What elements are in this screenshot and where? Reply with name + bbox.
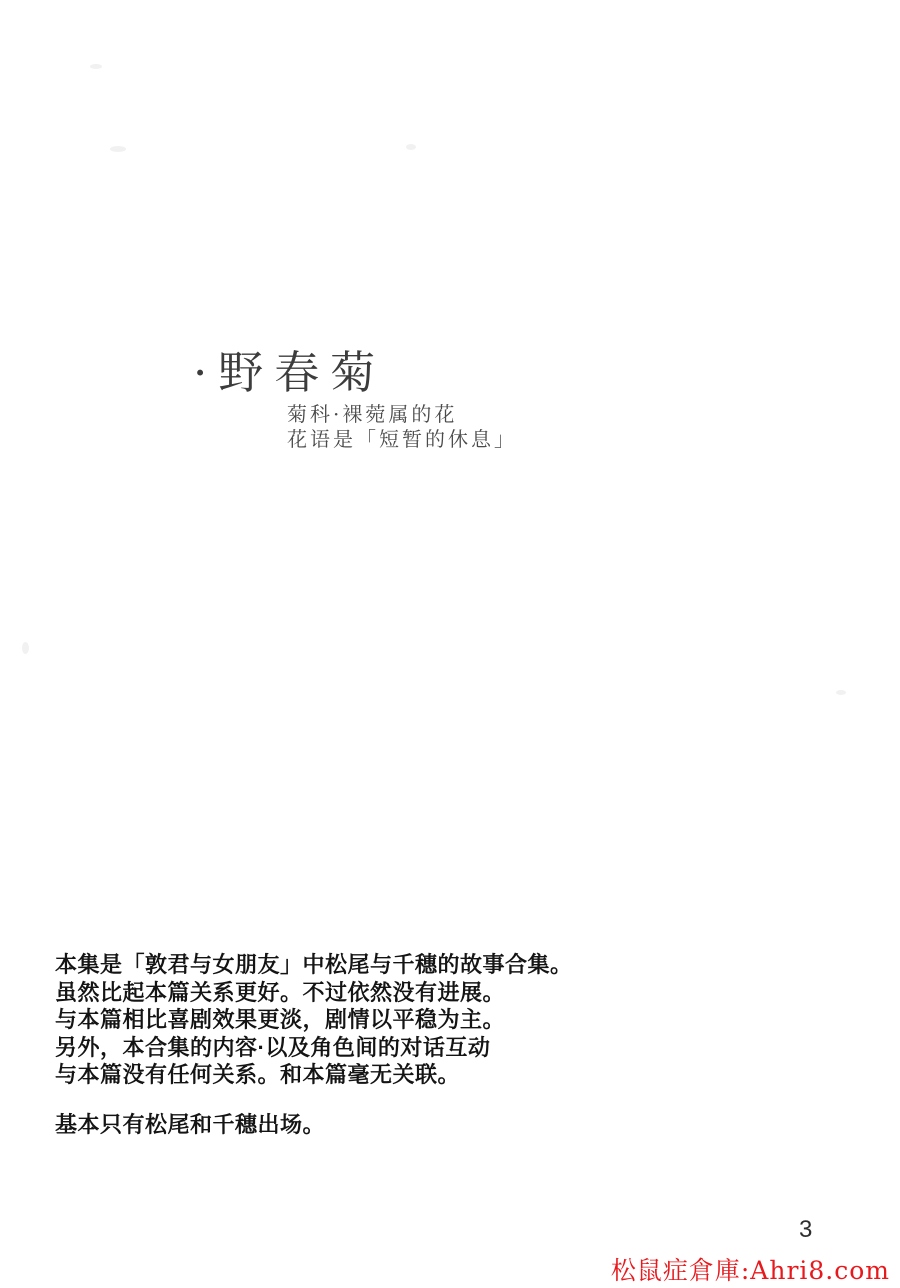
- notes-line: 另外，本合集的内容·以及角色间的对话互动: [55, 1034, 491, 1060]
- notes-line: 与本篇相比喜剧效果更淡，剧情以平稳为主。: [55, 1007, 506, 1032]
- scan-speck: [110, 146, 126, 152]
- scan-speck: [22, 642, 29, 654]
- notes-line: 与本篇没有任何关系。和本篇毫无关联。: [55, 1062, 461, 1087]
- scan-speck: [836, 690, 846, 695]
- flower-language-line: 花语是「短暂的休息」: [287, 427, 517, 451]
- watermark-text: 松鼠症倉庫:Ahri8.com: [610, 1256, 890, 1285]
- flower-description: [287, 402, 517, 452]
- scan-speck: [406, 144, 416, 150]
- notes-line: 虽然比起本篇关系更好。不过依然没有进展。: [55, 979, 506, 1005]
- chapter-title: ·野春菊: [193, 346, 387, 399]
- notes-line: 本集是「敦君与女朋友」中松尾与千穗的故事合集。: [55, 952, 573, 977]
- page-number: 3: [799, 1216, 813, 1243]
- scan-speck: [90, 64, 102, 69]
- flower-species-line: 菊科·裸菀属的花: [287, 402, 458, 426]
- notes-closing-line: 基本只有松尾和千穗出场。: [55, 1111, 326, 1137]
- author-notes-block: [55, 951, 573, 1138]
